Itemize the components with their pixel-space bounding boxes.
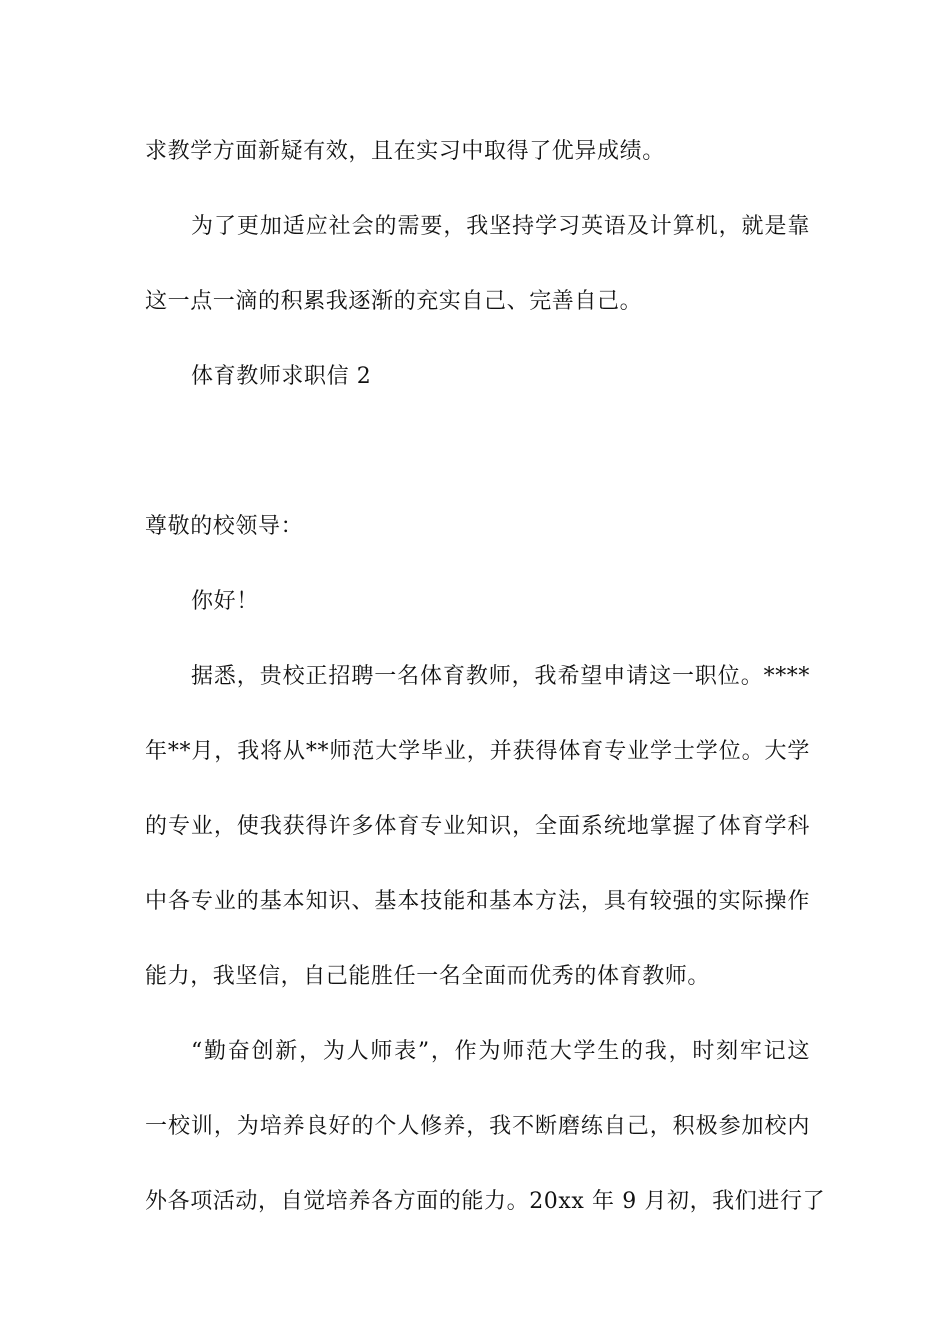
text-line: 能力，我坚信，自己能胜任一名全面而优秀的体育教师。 <box>145 964 711 989</box>
text-line: 外各项活动，自觉培养各方面的能力。20xx 年 9 月初，我们进行了 <box>145 1189 826 1214</box>
text-line: 中各专业的基本知识、基本技能和基本方法，具有较强的实际操作 <box>145 889 810 914</box>
greeting: 你好！ <box>191 589 259 614</box>
text-line: 一校训，为培养良好的个人修养，我不断磨练自己，积极参加校内 <box>145 1114 810 1139</box>
text-line: 为了更加适应社会的需要，我坚持学习英语及计算机，就是靠 <box>191 214 810 239</box>
text-line: “勤奋创新，为人师表”，作为师范大学生的我，时刻牢记这 <box>191 1039 810 1064</box>
text-line: 年**月，我将从**师范大学毕业，并获得体育专业学士学位。大学 <box>145 739 810 764</box>
section-heading: 体育教师求职信 2 <box>191 364 372 389</box>
text-line: 求教学方面新疑有效，且在实习中取得了优异成绩。 <box>145 139 665 164</box>
text-line: 这一点一滴的积累我逐渐的充实自己、完善自己。 <box>145 289 643 314</box>
text-line: 的专业，使我获得许多体育专业知识，全面系统地掌握了体育学科 <box>145 814 810 839</box>
text-line: 据悉，贵校正招聘一名体育教师，我希望申请这一职位。**** <box>191 664 810 689</box>
salutation: 尊敬的校领导： <box>145 514 304 539</box>
